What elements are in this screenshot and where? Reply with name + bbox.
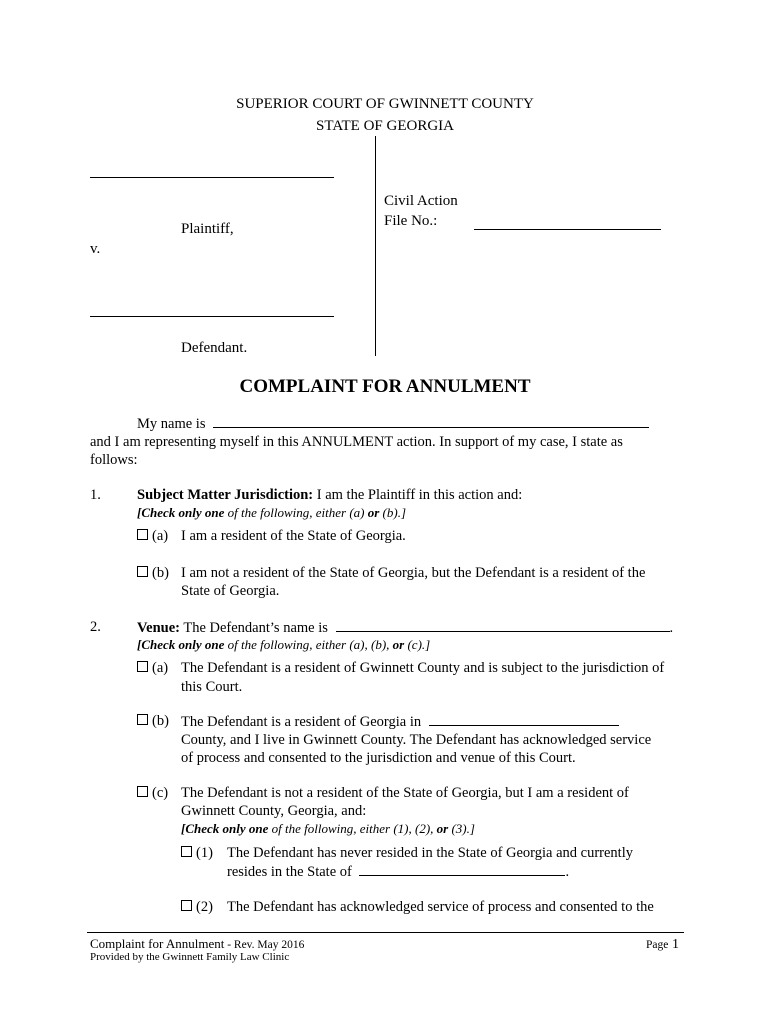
section-2-option-c-line-2: Gwinnett County, Georgia, and:: [181, 803, 367, 819]
my-name-line[interactable]: [213, 415, 649, 428]
note-emphasis: [Check only one: [181, 821, 269, 836]
note-text: of the following, either (a): [224, 505, 368, 520]
court-name: SUPERIOR COURT OF GWINNETT COUNTY: [236, 96, 534, 112]
section-2-option-b-line-1: [181, 713, 619, 731]
period: .: [565, 864, 570, 880]
section-2-option-a: [137, 660, 168, 677]
note-text: of the following, either (1), (2),: [268, 821, 437, 836]
section-1-option-b-line-2: State of Georgia.: [181, 583, 280, 599]
section-2-heading-line: [137, 619, 673, 637]
section-2-option-c-note: [181, 821, 475, 837]
section-2-sub-2: [181, 899, 213, 916]
section-2-option-b-line-2: County, and I live in Gwinnett County. The Defendant has acknowledged service: [181, 732, 652, 748]
defendant-name-field-line[interactable]: [336, 619, 670, 632]
checkbox-2c-1[interactable]: [181, 846, 192, 857]
section-2-sub-1-line-2: [227, 863, 569, 881]
page-label: Page: [646, 939, 669, 951]
option-label: (b): [152, 713, 169, 729]
option-text: resides in the State of: [227, 864, 352, 880]
state-of-residence-line[interactable]: [359, 863, 565, 876]
option-label: (a): [152, 660, 169, 676]
section-2-option-b-line-3: of process and consented to the jurisdiction and venue of this Court.: [181, 750, 576, 766]
county-name-line[interactable]: [429, 713, 619, 726]
section-1-option-a: [137, 528, 168, 545]
intro-my-name: [137, 415, 649, 433]
note-or: or: [392, 637, 405, 652]
file-number-label: File No.:: [384, 213, 438, 229]
footer-rule: [87, 932, 684, 933]
checkbox-2c-2[interactable]: [181, 900, 192, 911]
defendant-name-line[interactable]: [90, 316, 334, 317]
intro-line-3: follows:: [90, 452, 138, 468]
form-name: Complaint for Annulment: [90, 936, 225, 951]
section-2-number: 2.: [90, 619, 101, 635]
note-end: (c).]: [404, 637, 431, 652]
checkbox-2c[interactable]: [137, 786, 148, 797]
option-label: (2): [196, 899, 213, 915]
my-name-label: My name is: [137, 416, 206, 432]
checkbox-1b[interactable]: [137, 566, 148, 577]
section-1-text: I am the Plaintiff in this action and:: [313, 487, 523, 503]
section-2-heading: Venue:: [137, 620, 180, 636]
option-label: (1): [196, 845, 213, 861]
section-1-option-b: [137, 565, 169, 582]
note-text: of the following, either (a), (b),: [224, 637, 393, 652]
section-1-note: [137, 505, 406, 521]
checkbox-1a[interactable]: [137, 529, 148, 540]
option-label: (a): [152, 528, 169, 544]
section-2-sub-2-line-1: The Defendant has acknowledged service of process and consented to the: [227, 899, 654, 915]
note-or: or: [367, 505, 380, 520]
section-1-option-b-line-1: I am not a resident of the State of Georgia, but the Defendant is a resident of the: [181, 565, 646, 581]
section-1-heading-line: [137, 487, 522, 504]
option-label: (c): [152, 785, 169, 801]
versus-label: v.: [90, 241, 101, 257]
note-end: (b).]: [379, 505, 407, 520]
civil-action-label: Civil Action: [384, 193, 458, 209]
section-2-sub-1: [181, 845, 213, 862]
note-end: (3).]: [448, 821, 475, 836]
caption-divider: [375, 136, 376, 356]
section-2-option-b: [137, 713, 169, 730]
page-number: 1: [671, 937, 679, 952]
intro-line-2: and I am representing myself in this ANNULMENT action. In support of my case, I state as: [90, 434, 623, 450]
document-title: COMPLAINT FOR ANNULMENT: [239, 376, 531, 397]
note-emphasis: [Check only one: [137, 637, 225, 652]
checkbox-2a[interactable]: [137, 661, 148, 672]
section-2-note: [137, 637, 430, 653]
plaintiff-label: Plaintiff,: [181, 221, 234, 237]
section-2-sub-1-line-1: The Defendant has never resided in the State of Georgia and currently: [227, 845, 633, 861]
section-1-option-a-text: I am a resident of the State of Georgia.: [181, 528, 406, 544]
section-2-option-c-line-1: The Defendant is not a resident of the State of Georgia, but I am a resident of: [181, 785, 629, 801]
section-2-text: The Defendant’s name is: [179, 620, 328, 636]
section-2-option-c: [137, 785, 168, 802]
revision: - Rev. May 2016: [224, 939, 305, 951]
section-2-option-a-line-1: The Defendant is a resident of Gwinnett County and is subject to the jurisdiction of: [181, 660, 665, 676]
option-label: (b): [152, 565, 169, 581]
note-emphasis: [Check only one: [137, 505, 225, 520]
section-2-option-a-line-2: this Court.: [181, 679, 243, 695]
section-1-number: 1.: [90, 487, 101, 503]
option-text: The Defendant is a resident of Georgia in: [181, 714, 422, 730]
note-or: or: [436, 821, 449, 836]
footer-provider: Provided by the Gwinnett Family Law Clinic: [90, 951, 290, 963]
section-1-heading: Subject Matter Jurisdiction:: [137, 487, 314, 503]
page-indicator: [646, 936, 679, 954]
defendant-label: Defendant.: [181, 340, 248, 356]
period: .: [669, 620, 674, 636]
state-name: STATE OF GEORGIA: [316, 118, 454, 134]
plaintiff-name-line[interactable]: [90, 177, 334, 178]
checkbox-2b[interactable]: [137, 714, 148, 725]
file-number-line[interactable]: [474, 229, 661, 230]
